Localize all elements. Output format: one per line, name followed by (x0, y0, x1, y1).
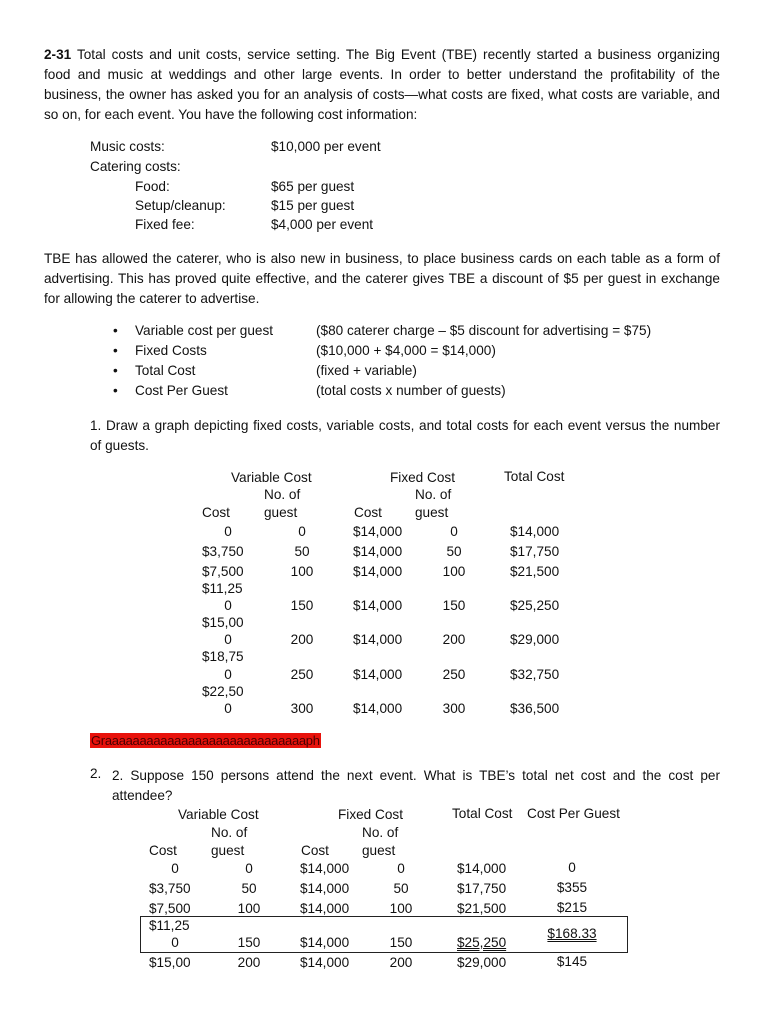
table1-header-variable-cost: Variable Cost (231, 470, 312, 485)
table1-cell-total-cost: $25,250 (510, 598, 560, 613)
problem-line-3: business, the owner has asked you for an analysis of costs—what costs are fixed, what costs are variable, and (44, 87, 720, 102)
table2-cell-variable-guests: 100 (237, 901, 261, 916)
table2-cell-cost-per-guest: 0 (568, 860, 576, 875)
bullet-label: • Fixed Costs (135, 343, 207, 358)
table1-cell-total-cost: $32,750 (510, 667, 560, 682)
table1-cell-fixed-cost: $14,000 (353, 564, 403, 579)
table2-cell-fixed-guests: 200 (389, 955, 413, 970)
table2-header-cost-per-guest: Cost Per Guest (527, 806, 620, 821)
table1-cell-variable-cost-wrap: 0 (224, 701, 232, 716)
table2-cell-variable-cost: $11,25 (149, 918, 190, 933)
fixed-fee-value: $4,000 per event (271, 217, 374, 232)
table1-header-guest: guest (264, 505, 298, 520)
table1-cell-fixed-guests: 50 (446, 544, 462, 559)
table1-header-cost: Cost (354, 505, 382, 520)
table2-cell-fixed-guests: 50 (393, 881, 409, 896)
table2-cell-variable-guests: 150 (237, 935, 261, 950)
table2-cell-fixed-guests: 0 (397, 861, 405, 876)
problem-line-4: so on, for each event. You have the following cost information: (44, 107, 418, 122)
table2-header-guest: guest (362, 843, 396, 858)
table1-cell-fixed-cost: $14,000 (353, 632, 403, 647)
fixed-fee-label: Fixed fee: (135, 217, 195, 232)
table1-cell-variable-guests: 50 (294, 544, 310, 559)
table1-header-no-of: No. of (264, 487, 301, 502)
table2-cell-cost-per-guest: $145 (556, 954, 588, 969)
table1-cell-variable-cost: $15,00 (202, 615, 244, 630)
table2-header-guest: guest (211, 843, 245, 858)
setup-label: Setup/cleanup: (135, 198, 226, 213)
table1-cell-fixed-guests: 100 (442, 564, 466, 579)
table1-cell-variable-cost: $3,750 (202, 544, 244, 559)
table1-cell-fixed-cost: $14,000 (353, 667, 403, 682)
food-label: Food: (135, 179, 170, 194)
table2-cell-total-cost: $17,750 (457, 881, 507, 896)
bullet-label: • Variable cost per guest (135, 323, 273, 338)
table1-cell-variable-cost: 0 (224, 524, 232, 539)
advertising-line-2: advertising. This has proved quite effective, and the caterer gives TBE a discount of $5 per guest in exchange (44, 271, 720, 286)
table2-header-cost: Cost (301, 843, 329, 858)
table1-header-guest: guest (415, 505, 449, 520)
table2-cell-variable-guests: 200 (237, 955, 261, 970)
setup-value: $15 per guest (271, 198, 355, 213)
table2-cell-fixed-guests: 100 (389, 901, 413, 916)
table1-header-no-of: No. of (415, 487, 452, 502)
table2-cell-variable-cost: 0 (171, 861, 179, 876)
table1-cell-variable-guests: 0 (298, 524, 306, 539)
table1-cell-variable-guests: 150 (290, 598, 314, 613)
question-1 (90, 416, 720, 456)
table1-cell-total-cost: $14,000 (510, 524, 560, 539)
bullet-value: ($10,000 + $4,000 = $14,000) (316, 343, 496, 358)
question-2-line-1: 2. Suppose 150 persons attend the next event. What is TBE’s total net cost and the cost per (112, 768, 720, 783)
table1-cell-variable-cost: $22,50 (202, 684, 244, 699)
problem-paragraph (44, 45, 720, 125)
table1-cell-total-cost: $17,750 (510, 544, 560, 559)
table1-cell-fixed-guests: 150 (442, 598, 466, 613)
bullet-label: • Total Cost (135, 363, 195, 378)
table1-cell-variable-cost-wrap: 0 (224, 632, 232, 647)
table2-header-no-of: No. of (211, 825, 248, 840)
question-2 (112, 766, 720, 806)
table1-header-fixed-cost: Fixed Cost (390, 470, 455, 485)
table1-cell-total-cost: $29,000 (510, 632, 560, 647)
table1-cell-total-cost: $21,500 (510, 564, 560, 579)
bullet-label: • Cost Per Guest (135, 383, 228, 398)
table2-header-variable-cost: Variable Cost (178, 807, 259, 822)
catering-label: Catering costs: (90, 159, 181, 174)
problem-line-2: food and music at weddings and other large events. In order to better understand the profitability of the (44, 67, 720, 82)
table2-cell-total-cost: $21,500 (457, 901, 507, 916)
table2-cell-fixed-cost: $14,000 (300, 881, 350, 896)
advertising-line-3: for allowing the caterer to advertise. (44, 291, 260, 306)
table1-cell-variable-guests: 100 (290, 564, 314, 579)
table2-header-total-cost: Total Cost (452, 806, 513, 821)
advertising-paragraph (44, 249, 720, 309)
table2-cell-variable-guests: 50 (241, 881, 257, 896)
bullet-value: (total costs x number of guests) (316, 383, 506, 398)
table1-cell-variable-guests: 250 (290, 667, 314, 682)
table1-cell-fixed-cost: $14,000 (353, 524, 403, 539)
table2-cell-cost-per-guest: $215 (556, 900, 588, 915)
table1-cell-total-cost: $36,500 (510, 701, 560, 716)
table2-cell-total-cost: $29,000 (457, 955, 507, 970)
table1-cell-fixed-guests: 250 (442, 667, 466, 682)
table1-cell-fixed-cost: $14,000 (353, 701, 403, 716)
table1-cell-variable-cost-wrap: 0 (224, 667, 232, 682)
table2-cell-fixed-cost: $14,000 (300, 861, 350, 876)
graph-placeholder-highlight: Graaaaaaaaaaaaaaaaaaaaaaaaaaaaaph (91, 733, 320, 748)
question-1-line-2: of guests. (90, 438, 149, 453)
table2-cell-total-cost-answer: $25,250 (457, 935, 507, 950)
table1-cell-variable-cost: $7,500 (202, 564, 244, 579)
table2-cell-total-cost: $14,000 (457, 861, 507, 876)
table1-cell-fixed-cost: $14,000 (353, 544, 403, 559)
question-1-line-1: 1. Draw a graph depicting fixed costs, variable costs, and total costs for each event versus the number (90, 418, 720, 433)
table2-cell-fixed-cost: $14,000 (300, 901, 350, 916)
table1-cell-fixed-guests: 0 (450, 524, 458, 539)
table1-cell-variable-guests: 200 (290, 632, 314, 647)
table1-cell-variable-guests: 300 (290, 701, 314, 716)
food-value: $65 per guest (271, 179, 355, 194)
table2-header-fixed-cost: Fixed Cost (338, 807, 403, 822)
table1-cell-fixed-guests: 200 (442, 632, 466, 647)
table2-header-no-of: No. of (362, 825, 399, 840)
music-label: Music costs: (90, 139, 165, 154)
table2-cell-variable-cost: $3,750 (149, 881, 191, 896)
table2-cell-fixed-cost: $14,000 (300, 935, 350, 950)
problem-number: 2-31 (44, 47, 72, 62)
table2-cell-variable-cost: $7,500 (149, 901, 191, 916)
question-2-line-2: attendee? (112, 788, 173, 803)
table2-cell-variable-cost: $15,00 (149, 955, 191, 970)
table2-cell-fixed-guests: 150 (389, 935, 413, 950)
music-value: $10,000 per event (271, 139, 381, 154)
table2-cell-variable-guests: 0 (245, 861, 253, 876)
advertising-line-1: TBE has allowed the caterer, who is also new in business, to place business cards on each table as a form of (44, 251, 720, 266)
table1-cell-fixed-cost: $14,000 (353, 598, 403, 613)
table2-cell-fixed-cost: $14,000 (300, 955, 350, 970)
table2-cell-variable-cost-wrap: 0 (171, 935, 179, 950)
bullet-value: (fixed + variable) (316, 363, 417, 378)
table1-cell-fixed-guests: 300 (442, 701, 466, 716)
table1-cell-variable-cost: $18,75 (202, 649, 244, 664)
table1-header-cost: Cost (202, 505, 230, 520)
table1-header-total-cost: Total Cost (504, 469, 565, 484)
question-2-number: 2. (90, 766, 102, 781)
problem-line-1: Total costs and unit costs, service setting. The Big Event (TBE) recently started a business organizing (76, 47, 720, 62)
table1-cell-variable-cost-wrap: 0 (224, 598, 232, 613)
table2-cell-cost-per-guest: $355 (556, 880, 588, 895)
table2-header-cost: Cost (149, 843, 177, 858)
table1-cell-variable-cost: $11,25 (202, 581, 243, 596)
bullet-value: ($80 caterer charge – $5 discount for advertising = $75) (316, 323, 652, 338)
table2-cell-cost-per-guest-answer: $168.33 (547, 926, 597, 941)
